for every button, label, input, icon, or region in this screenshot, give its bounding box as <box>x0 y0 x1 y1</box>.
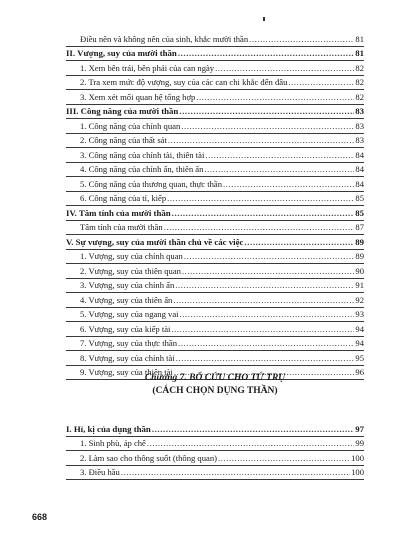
toc-entry <box>66 337 364 352</box>
toc-entry-page: 87 <box>355 222 364 232</box>
dot-leader <box>288 77 354 87</box>
toc-list-top <box>66 32 364 380</box>
toc-entry <box>66 322 364 337</box>
toc-entry-page: 85 <box>355 193 364 203</box>
toc-entry-label: 9. Vượng, suy của thiên tài <box>80 367 173 377</box>
toc-entry-label: 4. Vượng, suy của thiên ấn <box>80 294 173 305</box>
toc-entry-page: 91 <box>355 280 364 290</box>
chapter-title: Chương 7. BỔ CỨU CHO TỨ TRỤ <box>144 373 286 383</box>
toc-entry-page: 89 <box>355 251 364 261</box>
dot-leader <box>205 150 354 160</box>
chapter-subtitle: (CÁCH CHỌN DỤNG THẦN) <box>152 386 278 396</box>
toc-entry-page: 84 <box>355 178 364 189</box>
dot-leader <box>218 453 350 463</box>
toc-entry-label: Điều nên và không nên của sinh, khắc mười thần <box>80 33 249 44</box>
toc-entry <box>66 192 364 207</box>
toc-entry-page: 84 <box>355 149 364 160</box>
toc-entry <box>66 206 364 221</box>
toc-entry-page: 94 <box>355 323 364 334</box>
toc-entry-page: 90 <box>355 265 364 276</box>
toc-entry-page: 100 <box>351 467 364 477</box>
toc-entry <box>66 119 364 134</box>
toc-entry <box>66 90 364 105</box>
toc-entry <box>66 466 364 481</box>
toc-entry-page: 85 <box>355 207 364 218</box>
toc-entry-page: 89 <box>355 236 364 247</box>
toc-entry <box>66 76 364 91</box>
toc-entry-label: 1. Công năng của chính quan <box>80 120 181 131</box>
dot-leader <box>176 353 355 363</box>
toc-entry-page: 82 <box>355 77 364 87</box>
toc-entry-label: 5. Công năng của thương quan, thực thần <box>80 178 223 189</box>
toc-entry-label: 4. Công năng của chính ấn, thiên ấn <box>80 164 204 174</box>
toc-entry-page: 93 <box>355 309 364 319</box>
toc-entry-page: 83 <box>355 135 364 145</box>
dot-leader <box>171 324 354 334</box>
toc-entry-page: 81 <box>355 33 364 44</box>
toc-entry-label: 3. Xem xét mối quan hệ tổng hợp <box>80 91 196 102</box>
toc-entry-label: IV. Tâm tính của mười thần <box>66 207 171 218</box>
toc-entry-page: 100 <box>351 452 364 463</box>
toc-entry-label: 3. Vượng, suy của chính ấn <box>80 280 175 290</box>
toc-entry-page: 84 <box>355 164 364 174</box>
dot-leader <box>184 251 355 261</box>
toc-entry <box>66 221 364 236</box>
toc-entry <box>66 264 364 279</box>
dot-leader <box>121 467 350 477</box>
dot-leader <box>172 208 355 218</box>
toc-entry-page: 94 <box>355 338 364 348</box>
toc-entry-label: 7. Vượng, suy của thực thần <box>80 338 177 348</box>
toc-entry <box>66 105 364 120</box>
dot-leader <box>181 121 354 131</box>
toc-entry-label: 1. Sinh phù, áp chế <box>80 438 146 448</box>
dot-leader <box>179 106 354 116</box>
dot-leader <box>173 295 354 305</box>
toc-entry <box>66 235 364 250</box>
toc-entry <box>66 293 364 308</box>
toc-entry-label: 1. Vượng, suy của chính quan <box>80 251 183 261</box>
dot-leader <box>164 222 355 232</box>
toc-entry <box>66 308 364 323</box>
toc-entry-label: II. Vượng, suy của mười thần <box>66 48 177 58</box>
toc-entry <box>66 177 364 192</box>
toc-entry-label: 8. Vượng, suy của chính tài <box>80 352 175 363</box>
toc-entry <box>66 351 364 366</box>
dot-leader <box>178 338 354 348</box>
toc-entry <box>66 134 364 149</box>
toc-entry <box>66 32 364 47</box>
dot-leader <box>180 309 355 319</box>
toc-entry <box>66 163 364 178</box>
toc-entry-page: 97 <box>355 423 364 434</box>
dot-leader <box>249 34 354 44</box>
toc-entry-label: Tâm tính của mười thần <box>80 222 163 232</box>
dot-leader <box>244 237 354 247</box>
print-speck <box>263 17 265 21</box>
toc-list-bottom <box>66 422 364 480</box>
chapter-heading <box>66 372 364 398</box>
toc-entry <box>66 61 364 76</box>
dot-leader <box>175 280 354 290</box>
toc-entry-label: 3. Công năng của chính tài, thiên tài <box>80 149 205 160</box>
dot-leader <box>152 424 354 434</box>
toc-entry-label: I. Hỉ, kị của dụng thần <box>66 423 151 434</box>
toc-entry <box>66 47 364 62</box>
dot-leader <box>215 63 354 73</box>
dot-leader <box>182 266 354 276</box>
toc-entry-label: 6. Công năng của tỉ, kiếp <box>80 193 167 203</box>
toc-entry-label: 1. Xem bên trái, bên phải của can ngày <box>80 62 215 73</box>
toc-entry-page: 92 <box>355 294 364 305</box>
toc-entry <box>66 437 364 452</box>
toc-entry-page: 95 <box>355 352 364 363</box>
dot-leader <box>178 48 354 58</box>
toc-entry <box>66 250 364 265</box>
toc-entry-page: 82 <box>355 62 364 73</box>
dot-leader <box>204 164 354 174</box>
dot-leader <box>167 193 354 203</box>
toc-entry-label: 2. Vượng, suy của thiên quan <box>80 265 181 276</box>
toc-entry-label: 2. Công năng của thất sát <box>80 135 167 145</box>
toc-entry-page: 82 <box>355 91 364 102</box>
toc-entry-page: 99 <box>355 438 364 448</box>
toc-entry-label: 2. Tra xem mức độ vượng, suy của các can chi khắc đến đâu <box>80 77 288 87</box>
toc-entry-page: 83 <box>355 120 364 131</box>
toc-entry <box>66 422 364 437</box>
toc-entry-page: 81 <box>355 48 364 58</box>
toc-entry <box>66 279 364 294</box>
toc-entry <box>66 148 364 163</box>
toc-entry-label: 6. Vượng, suy của kiếp tài <box>80 323 171 334</box>
toc-entry-label: 5. Vượng, suy của ngang vai <box>80 309 179 319</box>
toc-entry-label: III. Công năng của mười thần <box>66 106 179 116</box>
page-number: 668 <box>32 512 48 522</box>
toc-entry <box>66 451 364 466</box>
toc-entry-label: 3. Điều hầu <box>80 467 120 477</box>
dot-leader <box>168 135 355 145</box>
toc-entry-label: V. Sự vượng, suy của mười thần chủ về các việc <box>66 236 244 247</box>
dot-leader <box>196 92 354 102</box>
toc-entry-label: 2. Làm sao cho thông suốt (thông quan) <box>80 452 218 463</box>
toc-entry-page: 83 <box>355 106 364 116</box>
dot-leader <box>223 179 354 189</box>
toc-entry-page: 96 <box>355 367 364 377</box>
dot-leader <box>147 438 355 448</box>
